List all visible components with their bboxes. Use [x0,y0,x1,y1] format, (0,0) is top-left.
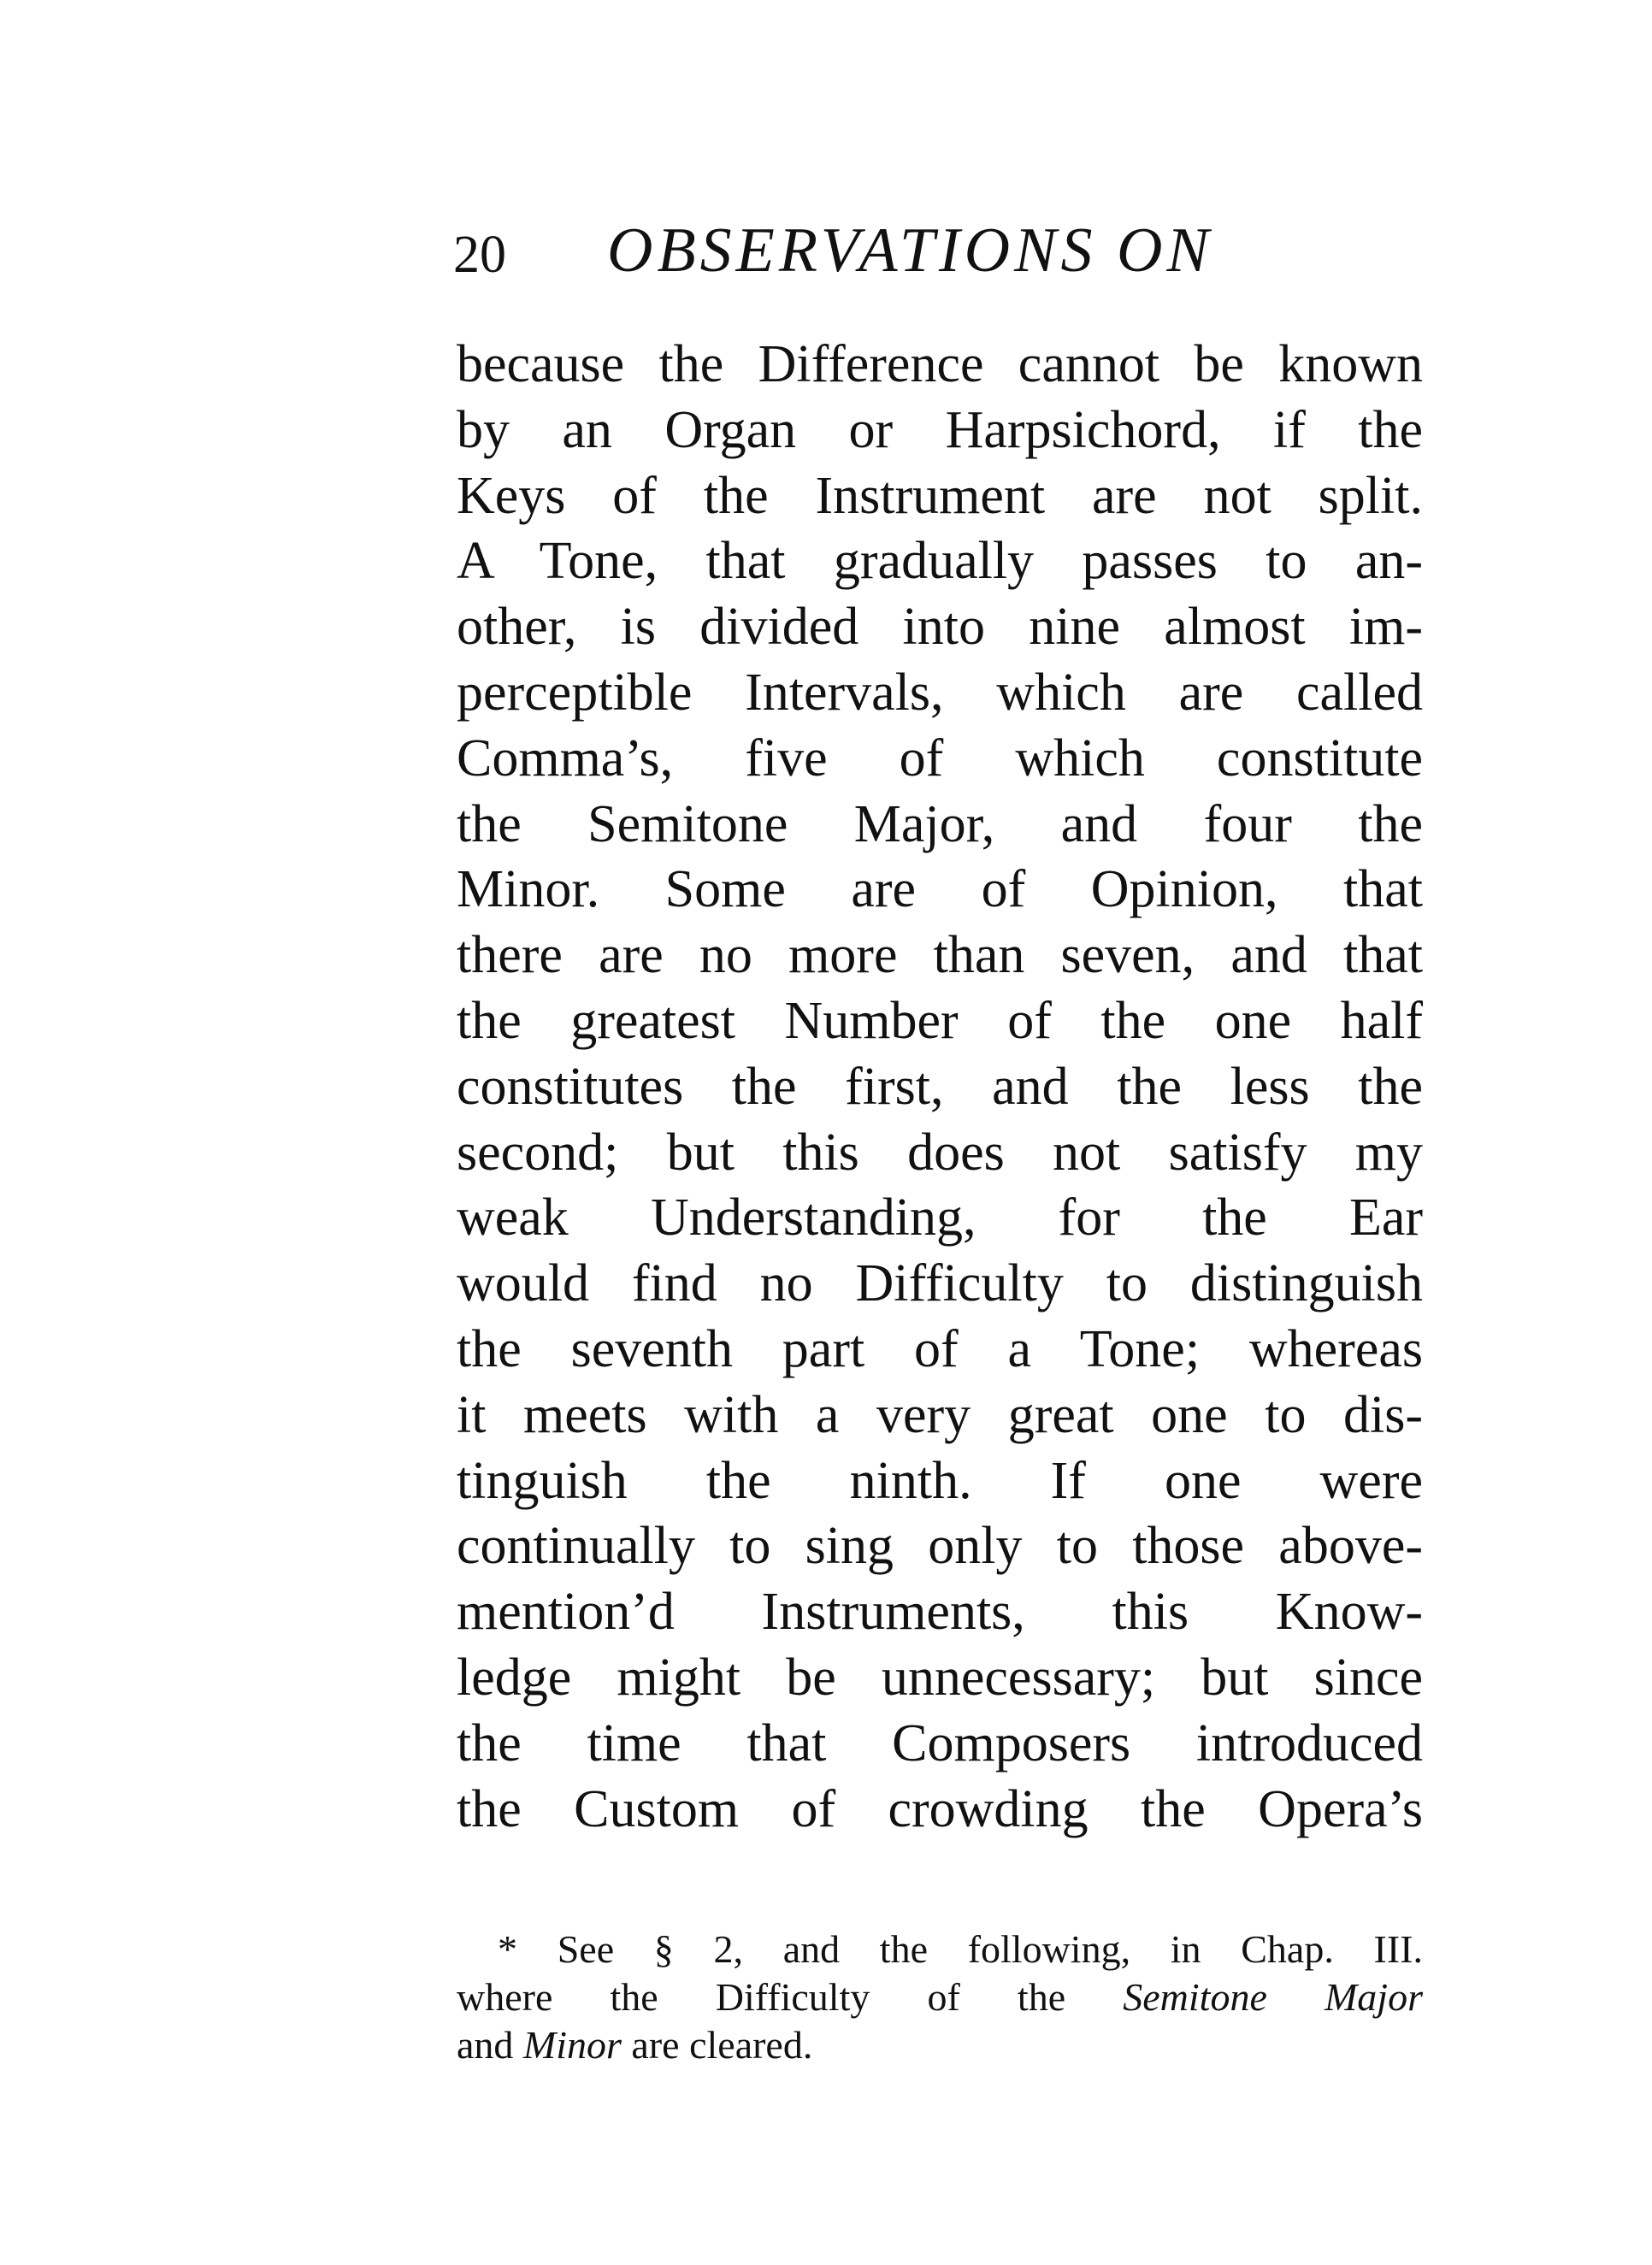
running-title: OBSERVATIONS ON [607,215,1213,286]
text-line: the greatest Number of the one half [457,991,1423,1050]
text-line: tinguish the ninth. If one were [457,1451,1423,1510]
text-line: second; but this does not satisfy my [457,1123,1423,1182]
text-line: by an Organ or Harpsichord, if the [457,400,1423,459]
text-line: Keys of the Instrument are not split. [457,466,1423,525]
text-line: Comma’s, five of which constitute [457,728,1423,787]
text-line: the seventh part of a Tone; whereas [457,1319,1423,1378]
body-text [457,332,1423,1842]
text-line: it meets with a very great one to dis- [457,1385,1423,1444]
text-line: continually to sing only to those above- [457,1517,1423,1576]
footnote-italic-text: Minor [522,2023,622,2067]
text-line: the Semitone Major, and four the [457,794,1423,853]
footnote-text: where the Difficulty of the [457,1975,1124,2019]
text-line: the Custom of crowding the Opera’s [457,1779,1423,1838]
footnote-line: * See § 2, and the following, in Chap. III. [498,1927,1423,1971]
running-head [453,212,1419,289]
text-line: mention’d Instruments, this Know- [457,1583,1423,1642]
text-line: Minor. Some are of Opinion, that [457,860,1423,919]
text-line: would find no Difficulty to distinguish [457,1254,1423,1313]
footnote-line [457,1973,1423,2021]
page-number: 20 [453,226,506,284]
text-line: A Tone, that gradually passes to an- [457,532,1423,591]
footnote-text: are cleared. [621,2023,813,2067]
text-line: weak Understanding, for the Ear [457,1189,1423,1248]
footnote [457,1926,1423,2069]
text-line: because the Difference cannot be known [457,335,1423,393]
footnote-italic-text: Semitone Major [1123,1975,1423,2019]
text-line: there are no more than seven, and that [457,926,1423,985]
text-line: other, is divided into nine almost im- [457,598,1423,657]
text-line: constitutes the first, and the less the [457,1057,1423,1116]
footnote-line [457,2021,1423,2069]
text-line: ledge might be unnecessary; but since [457,1648,1423,1707]
footnote-text: and [457,2023,523,2067]
text-line: perceptible Intervals, which are called [457,663,1423,722]
text-line: the time that Composers introduced [457,1713,1423,1772]
